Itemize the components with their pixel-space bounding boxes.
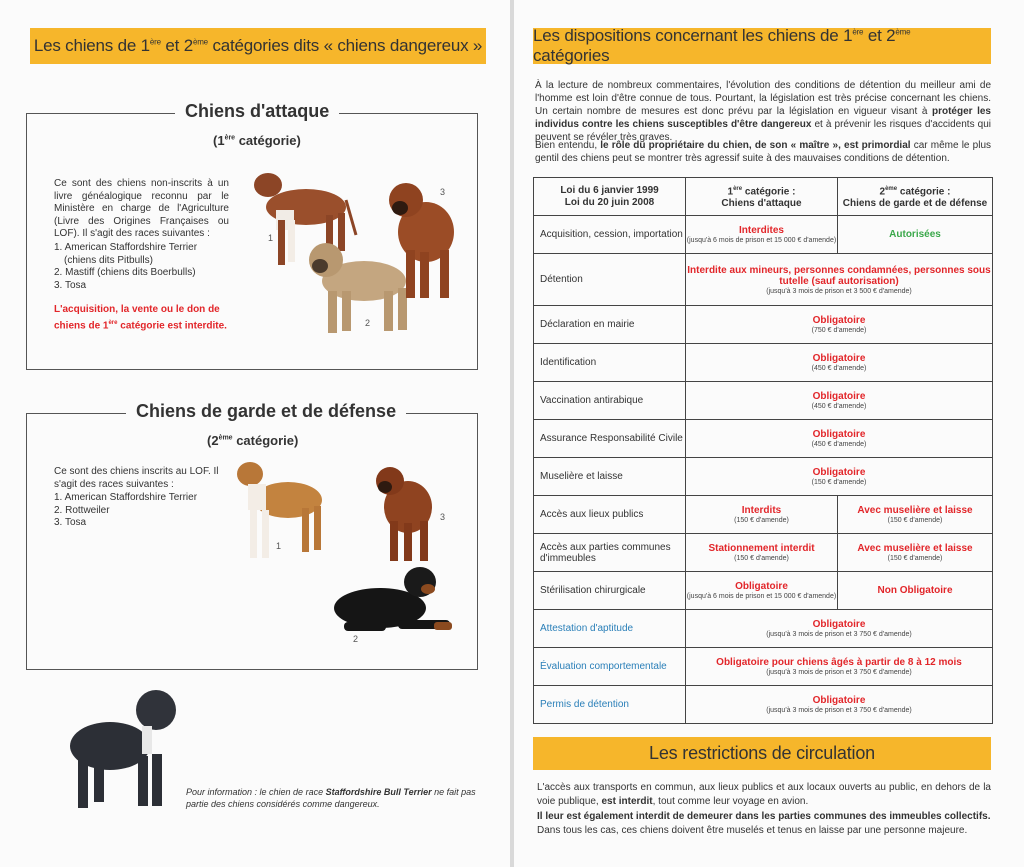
cell-penalty: (jusqu'à 3 mois de prison et 3 500 € d'amende) xyxy=(766,287,912,295)
value-cell xyxy=(686,572,838,610)
table-row xyxy=(534,420,993,458)
value-cell xyxy=(686,534,838,572)
row-label: Muselière et laisse xyxy=(534,458,686,496)
row-label: Accès aux parties communes d'immeubles xyxy=(534,534,686,572)
cell-penalty: (jusqu'à 6 mois de prison et 15 000 € d'amende) xyxy=(686,237,837,244)
cell-value: Obligatoire xyxy=(812,695,866,706)
table-body xyxy=(534,216,993,724)
breed-item: 2. Rottweiler xyxy=(54,504,110,516)
cell-value: Interdites xyxy=(738,225,784,236)
value-cell xyxy=(686,648,993,686)
attack-dogs-breed-list xyxy=(54,242,234,292)
cell-penalty: (450 € d'amende) xyxy=(811,441,867,448)
cell-value: Obligatoire xyxy=(812,619,866,630)
left-page xyxy=(0,0,510,867)
table-row xyxy=(534,610,993,648)
row-label: Évaluation comportementale xyxy=(534,648,686,686)
table-row xyxy=(534,344,993,382)
intro-paragraph-2: Bien entendu, le rôle du propriétaire du chien, de son « maître », est primordial car même le plus gentil des chiens peut se montrer très agressif suite à des mauvaises conditions de détention. xyxy=(535,140,992,164)
attack-dogs-description: Ce sont des chiens non-inscrits à un livre généalogique reconnu par le Ministère en charge de l'Agriculture (Livre des Origines Françaises ou LOF). Il s'agit des races suivantes : xyxy=(54,178,229,239)
table-row xyxy=(534,458,993,496)
attack-dogs-subtitle: (1ère catégorie) xyxy=(213,133,301,148)
table-row xyxy=(534,254,993,306)
cell-penalty: (450 € d'amende) xyxy=(811,403,867,410)
guard-dog-number: 2 xyxy=(353,634,359,644)
cell-penalty: (450 € d'amende) xyxy=(811,365,867,372)
row-label: Vaccination antirabique xyxy=(534,382,686,420)
attack-dog-number: 2 xyxy=(365,318,371,328)
attack-dogs-title: Chiens d'attaque xyxy=(175,101,339,122)
restrictions-p2-bold: Il leur est également interdit de demeurer dans les parties communes des immeubles collectifs. xyxy=(537,811,991,822)
value-cell xyxy=(686,216,838,254)
guard-dogs-description: Ce sont des chiens inscrits au LOF. Il s'agit des races suivantes : xyxy=(54,466,219,490)
attack-dog-number: 1 xyxy=(268,233,274,243)
cell-penalty: (jusqu'à 6 mois de prison et 15 000 € d'amende) xyxy=(686,593,837,600)
table-header-cat1: 1ère catégorie : Chiens d'attaque xyxy=(686,178,838,216)
restrictions-banner xyxy=(533,737,991,770)
attack-dogs-warning: L'acquisition, la vente ou le don de chiens de 1ère catégorie est interdite. xyxy=(54,304,227,331)
restrictions-paragraph-1: L'accès aux transports en commun, aux lieux publics et aux locaux ouverts au public, en dehors de la voie publique, est interdit, tout comme leur voyage en avion. xyxy=(537,782,991,807)
cell-value: Obligatoire xyxy=(812,429,866,440)
table-row xyxy=(534,572,993,610)
value-cell xyxy=(686,458,993,496)
cell-penalty: (150 € d'amende) xyxy=(811,479,867,486)
table-row xyxy=(534,496,993,534)
value-cell xyxy=(686,496,838,534)
tosa-dog-image xyxy=(386,180,462,304)
value-cell xyxy=(686,686,993,724)
value-cell xyxy=(686,382,993,420)
value-cell xyxy=(686,610,993,648)
cell-penalty: (jusqu'à 3 mois de prison et 3 750 € d'amende) xyxy=(766,707,912,714)
cell-penalty: (150 € d'amende) xyxy=(734,517,789,524)
table-row xyxy=(534,216,993,254)
cell-value: Obligatoire xyxy=(812,467,866,478)
guard-dogs-title: Chiens de garde et de défense xyxy=(126,401,406,422)
restrictions-banner-title: Les restrictions de circulation xyxy=(649,743,875,763)
row-label: Stérilisation chirurgicale xyxy=(534,572,686,610)
row-label: Assurance Responsabilité Civile xyxy=(534,420,686,458)
row-label: Identification xyxy=(534,344,686,382)
rottweiler-dog-image xyxy=(324,562,460,644)
staffordshire-note: Pour information : le chien de race Staffordshire Bull Terrier ne fait pas partie des chiens considérés comme dangereux. xyxy=(186,787,476,809)
cell-value: Obligatoire xyxy=(812,353,866,364)
row-label: Permis de détention xyxy=(534,686,686,724)
attack-dog-number: 3 xyxy=(440,187,446,197)
breed-item: 1. American Staffordshire Terrier xyxy=(54,242,198,253)
value-cell xyxy=(686,344,993,382)
guard-dogs-breed-list xyxy=(54,492,234,530)
cell-value: Avec muselière et laisse xyxy=(857,543,973,554)
table-row xyxy=(534,306,993,344)
regulations-table xyxy=(533,177,993,724)
row-label: Acquisition, cession, importation xyxy=(534,216,686,254)
cell-value: Obligatoire xyxy=(812,315,866,326)
table-header-law: Loi du 6 janvier 1999 Loi du 20 juin 2008 xyxy=(534,178,686,216)
intro-paragraph-1: À la lecture de nombreux commentaires, l'évolution des conditions de détention du meilleur ami de l'homme est loin d'être connue de tous. Pourtant, la législation est très précise concernant les chiens. Un certain nombre de mesures est donc prévu par la législation en vigueur visant à protéger les individus contre les chiens susceptibles d'être dangereux et à prévenir les risques d'accidents qui peuvent se révéler très graves. xyxy=(535,80,991,143)
row-label: Accès aux lieux publics xyxy=(534,496,686,534)
restrictions-p2-text: Dans tous les cas, ces chiens doivent être muselés et tenus en laisse par une personne majeure. xyxy=(537,825,968,836)
table-row xyxy=(534,382,993,420)
row-label: Attestation d'aptitude xyxy=(534,610,686,648)
cell-value: Autorisées xyxy=(889,229,941,240)
value-cell xyxy=(838,216,993,254)
cell-value: Interdite aux mineurs, personnes condamnées, personnes sous tutelle (sauf autorisation) xyxy=(687,264,991,287)
restrictions-paragraph-2 xyxy=(537,810,991,838)
cell-penalty: (jusqu'à 3 mois de prison et 3 750 € d'amende) xyxy=(766,669,912,676)
cell-penalty: (jusqu'à 3 mois de prison et 3 750 € d'amende) xyxy=(766,631,912,638)
value-cell xyxy=(686,254,993,306)
value-cell xyxy=(838,534,993,572)
cell-value: Stationnement interdit xyxy=(708,543,815,554)
breed-item: (chiens dits Pitbulls) xyxy=(64,254,153,266)
cell-value: Non Obligatoire xyxy=(877,585,953,596)
guard-dogs-subtitle: (2ème catégorie) xyxy=(207,433,299,448)
right-banner xyxy=(533,28,991,64)
breed-item: 3. Tosa xyxy=(54,279,87,291)
cell-value: Obligatoire xyxy=(812,391,866,402)
left-banner xyxy=(30,28,486,64)
table-header-cat2: 2ème catégorie : Chiens de garde et de défense xyxy=(838,178,993,216)
breed-item: 3. Tosa xyxy=(54,517,87,528)
value-cell xyxy=(838,496,993,534)
cell-value: Interdits xyxy=(741,505,782,516)
cell-penalty: (150 € d'amende) xyxy=(734,555,789,562)
row-label: Déclaration en mairie xyxy=(534,306,686,344)
staffordshire-dog-image xyxy=(58,686,182,816)
cell-penalty: (150 € d'amende) xyxy=(887,555,943,562)
left-banner-title: Les chiens de 1ère et 2ème catégories dits « chiens dangereux » xyxy=(33,36,483,55)
guard-dog-number: 1 xyxy=(276,541,282,551)
cell-penalty: (150 € d'amende) xyxy=(887,517,943,524)
row-label: Détention xyxy=(534,254,686,306)
table-row xyxy=(534,534,993,572)
tosa-guard-dog-image xyxy=(374,465,438,565)
table-row xyxy=(534,648,993,686)
right-banner-title: Les dispositions concernant les chiens de 1ère et 2ème catégories xyxy=(533,26,911,65)
value-cell xyxy=(838,572,993,610)
value-cell xyxy=(686,306,993,344)
value-cell xyxy=(686,420,993,458)
table-header-row xyxy=(534,178,993,216)
table-row xyxy=(534,686,993,724)
cell-value: Obligatoire xyxy=(735,581,788,592)
cell-penalty: (750 € d'amende) xyxy=(811,327,867,334)
breed-item: 1. American Staffordshire Terrier xyxy=(54,492,198,503)
guard-dog-number: 3 xyxy=(440,512,446,522)
cell-value: Obligatoire pour chiens âgés à partir de 8 à 12 mois xyxy=(716,657,962,668)
cell-value: Avec muselière et laisse xyxy=(857,505,973,516)
breed-item: 2. Mastiff (chiens dits Boerbulls) xyxy=(54,267,196,278)
